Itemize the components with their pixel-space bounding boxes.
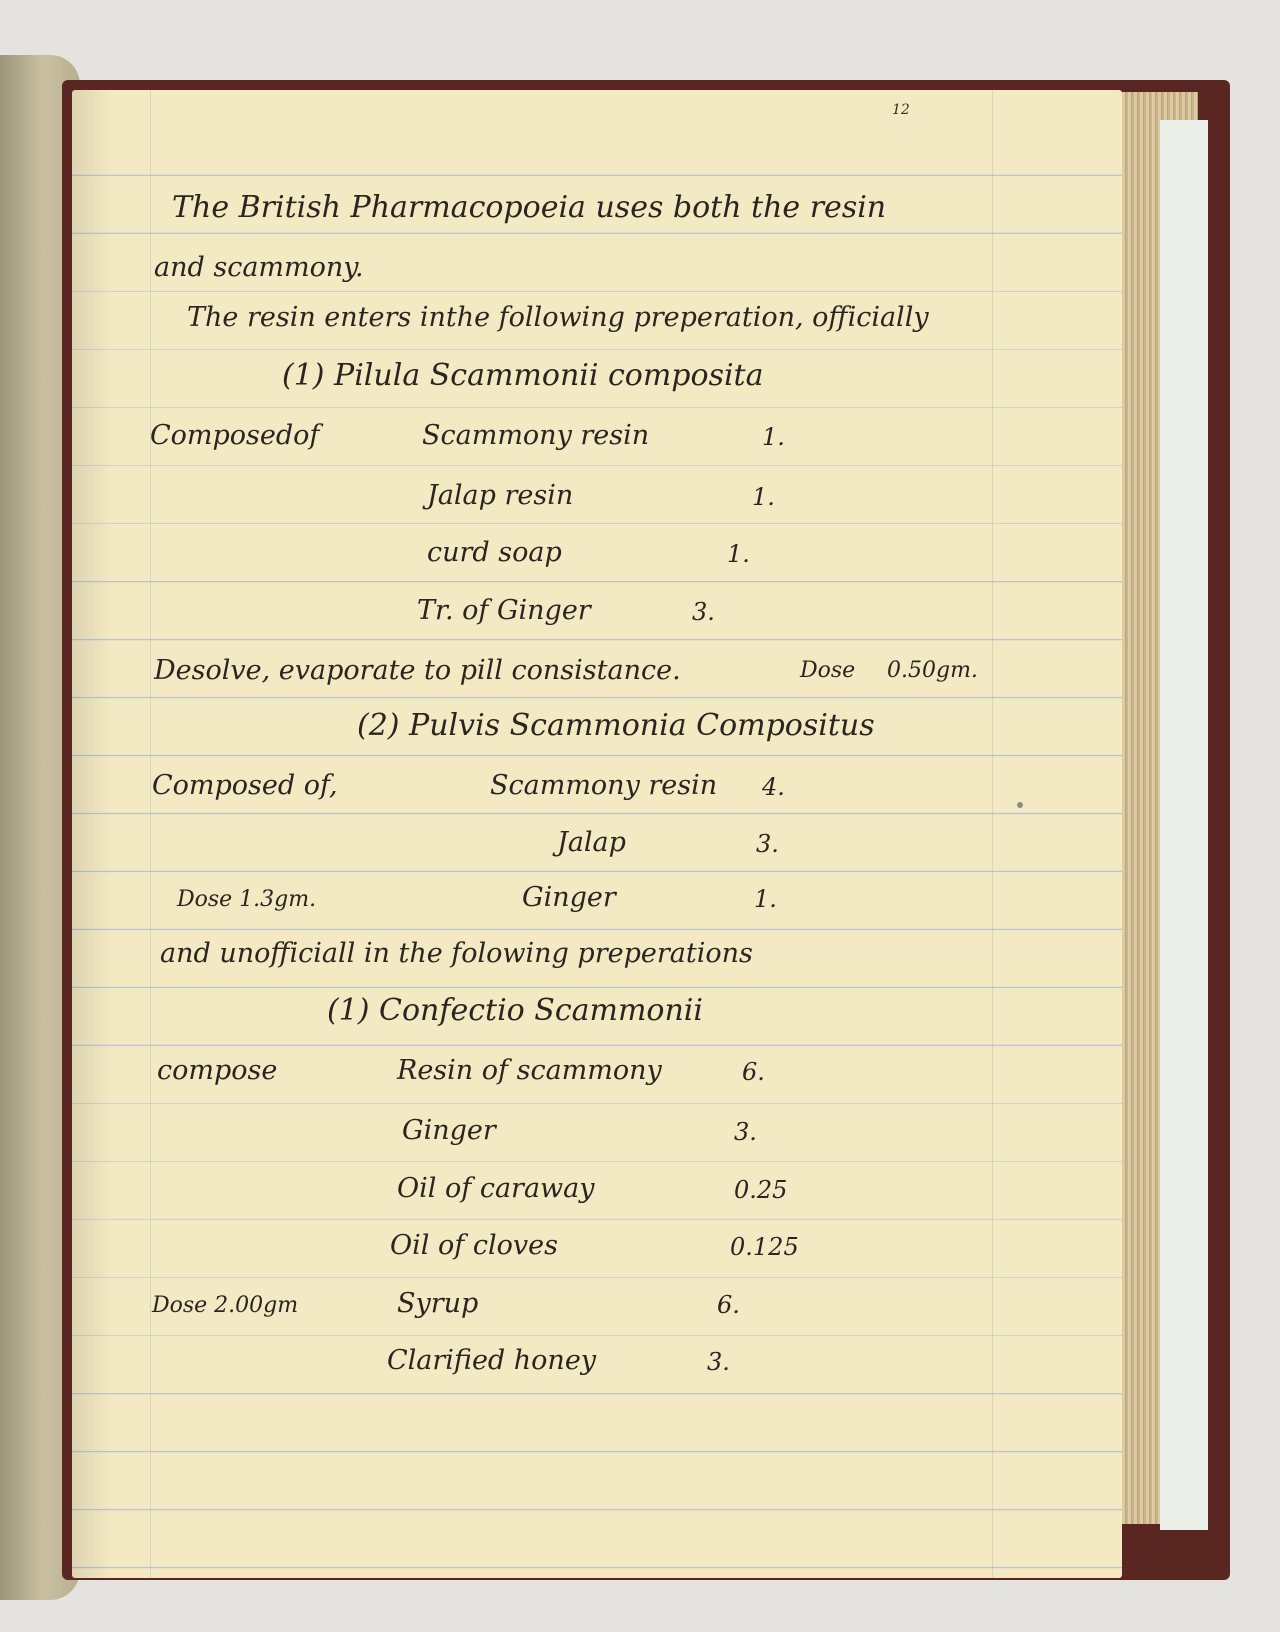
prep3-composed-label: compose <box>157 1055 278 1086</box>
prep3-quantity: 6. <box>742 1058 765 1086</box>
prep1-dose-label: Dose <box>800 658 856 683</box>
margin-rule-right <box>992 90 993 1578</box>
prep1-ingredient: Scammony resin <box>422 420 650 451</box>
endpaper <box>1160 120 1208 1530</box>
notebook-page <box>72 90 1122 1578</box>
prep2-quantity: 4. <box>762 773 785 801</box>
prep3-quantity: 6. <box>717 1291 740 1319</box>
prep3-ingredient: Syrup <box>397 1288 479 1319</box>
prep3-ingredient: Resin of scammony <box>397 1055 662 1086</box>
text-line-2: and scammony. <box>154 252 364 283</box>
prep1-heading: (1) Pilula Scammonii composita <box>282 358 764 393</box>
prep1-instruction: Desolve, evaporate to pill consistance. <box>154 655 681 686</box>
prep3-heading: (1) Confectio Scammonii <box>327 993 703 1028</box>
prep1-quantity: 1. <box>752 483 775 511</box>
text-line-1: The British Pharmacopoeia uses both the resin <box>172 190 887 225</box>
unofficial-line: and unofficiall in the folowing preperations <box>160 938 753 969</box>
prep2-composed-label: Composed of, <box>152 770 338 801</box>
prep1-quantity: 1. <box>727 540 750 568</box>
prep3-ingredient: Clarified honey <box>387 1345 597 1376</box>
prep3-quantity: 3. <box>707 1348 730 1376</box>
prep1-dose-value: 0.50gm. <box>887 658 978 683</box>
prep1-ingredient: Tr. of Ginger <box>417 595 591 626</box>
prep2-heading: (2) Pulvis Scammonia Compositus <box>357 708 875 743</box>
prep3-ingredient: Oil of cloves <box>390 1230 558 1261</box>
prep3-quantity: 3. <box>734 1118 757 1146</box>
text-line-3: The resin enters inthe following preperation, officially <box>187 302 929 333</box>
prep3-dose: Dose 2.00gm <box>152 1293 299 1318</box>
prep1-ingredient: curd soap <box>427 537 562 568</box>
prep1-quantity: 3. <box>692 598 715 626</box>
prep3-quantity: 0.125 <box>730 1233 799 1261</box>
prep1-quantity: 1. <box>762 423 785 451</box>
prep3-quantity: 0.25 <box>734 1176 788 1204</box>
prep2-ingredient: Scammony resin <box>490 770 718 801</box>
prep2-quantity: 3. <box>756 830 779 858</box>
prep3-ingredient: Oil of caraway <box>397 1173 595 1204</box>
prep2-quantity: 1. <box>754 885 777 913</box>
prep1-ingredient: Jalap resin <box>427 480 574 511</box>
ink-dot <box>1017 802 1023 808</box>
prep3-ingredient: Ginger <box>402 1115 496 1146</box>
prep1-composed-label: Composedof <box>150 420 320 451</box>
margin-rule-left <box>150 90 151 1578</box>
prep2-ingredient: Ginger <box>522 882 616 913</box>
page-number: 12 <box>892 102 910 118</box>
prep2-dose: Dose 1.3gm. <box>177 887 317 912</box>
prep2-ingredient: Jalap <box>557 827 626 858</box>
